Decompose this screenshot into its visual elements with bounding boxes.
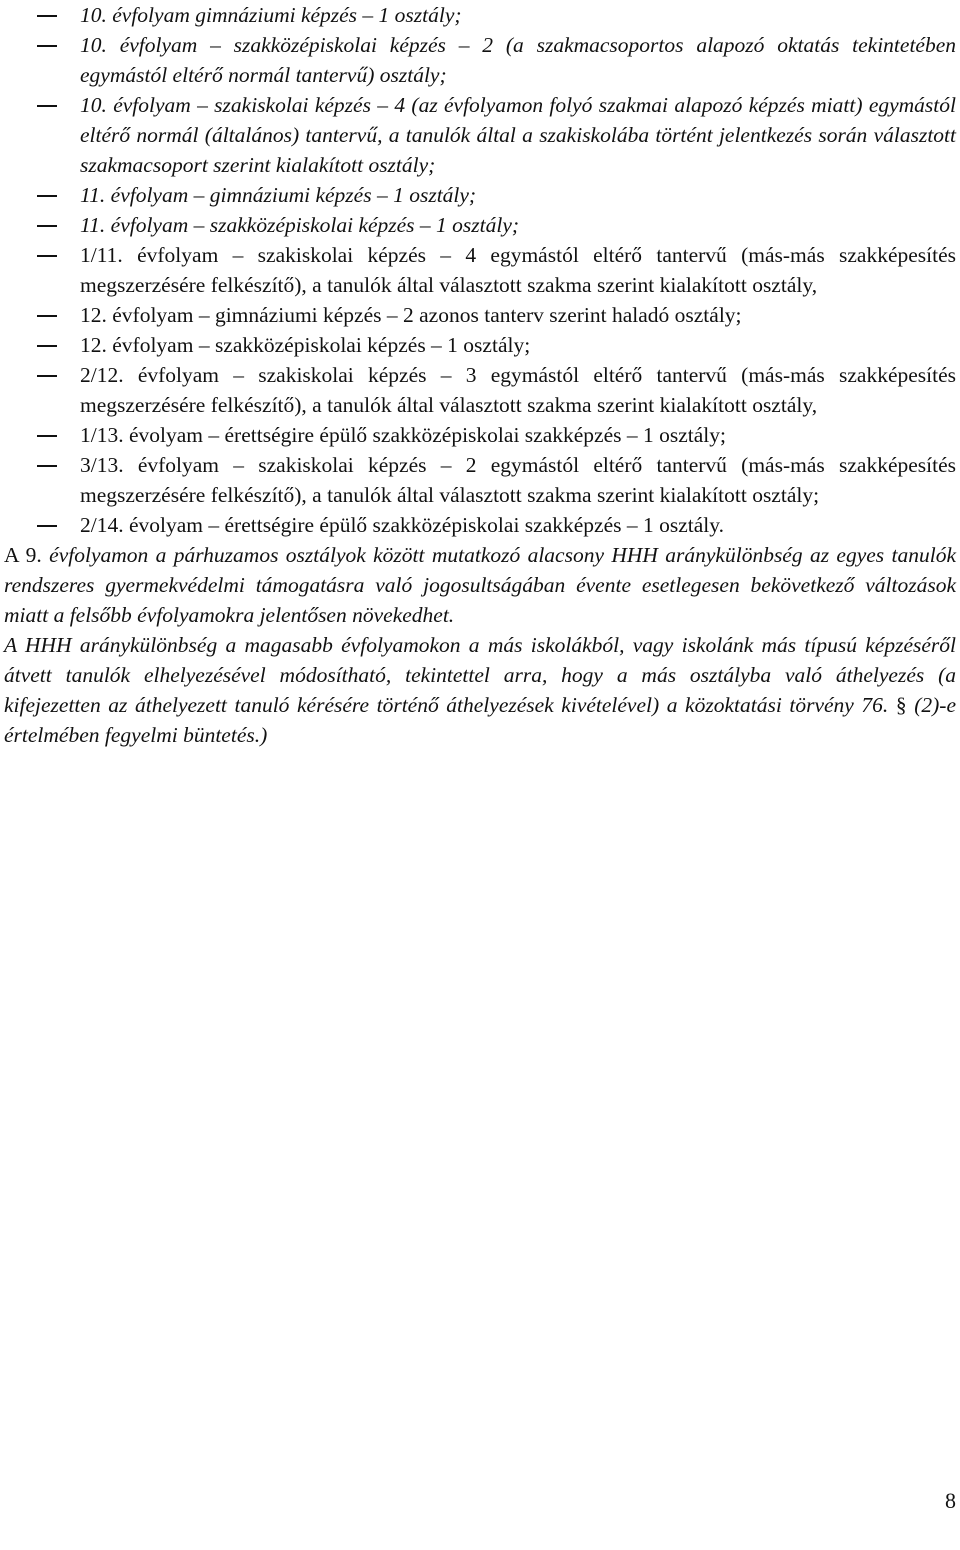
list-item xyxy=(4,300,956,330)
section-sign: § xyxy=(888,693,907,717)
dash-bullet xyxy=(37,195,57,197)
dash-bullet xyxy=(37,255,57,257)
paragraph-tail: (2)-e értelmében fegyelmi büntetés.) xyxy=(4,693,956,747)
dash-bullet xyxy=(37,375,57,377)
paragraph-text: évfolyamon a párhuzamos osztályok között mutatkozó alacsony HHH aránykülönbség az egyes tanulók rendszeres gyermekvédelmi támogatásra való jogosultságában évente esetlegesen bekövetkező változások miatt a felsőbb évfolyamokra jelentősen növekedhet. xyxy=(4,543,956,627)
list-item-text: 2/14. évolyam – érettségire épülő szakközépiskolai szakképzés – 1 osztály. xyxy=(80,513,724,537)
paragraph-hhh-adjustment xyxy=(4,630,956,750)
list-item-text: 10. évfolyam – szakközépiskolai képzés – 2 (a szakmacsoportos alapozó oktatás tekintetében egymástól eltérő normál tantervű) osztály; xyxy=(80,33,956,87)
list-item-text: 3/13. évfolyam – szakiskolai képzés – 2 egymástól eltérő tantervű (más-más szakképesítés megszerzésére felkészítő), a tanulók által választott szakma szerint kialakított osztály; xyxy=(80,453,956,507)
dash-bullet xyxy=(37,315,57,317)
dash-bullet xyxy=(37,15,57,17)
list-item xyxy=(4,180,956,210)
dash-bullet xyxy=(37,45,57,47)
paragraph-hhh-difference xyxy=(4,540,956,630)
list-item-text: 2/12. évfolyam – szakiskolai képzés – 3 egymástól eltérő tantervű (más-más szakképesítés megszerzésére felkészítő), a tanulók által választott szakma szerint kialakított osztály, xyxy=(80,363,956,417)
list-item xyxy=(4,30,956,90)
list-item xyxy=(4,240,956,300)
list-item xyxy=(4,0,956,30)
list-item xyxy=(4,420,956,450)
list-item xyxy=(4,510,956,540)
list-item xyxy=(4,450,956,510)
list-item-text: 11. évfolyam – szakközépiskolai képzés – 1 osztály; xyxy=(80,213,520,237)
list-item-text: 10. évfolyam – szakiskolai képzés – 4 (az évfolyamon folyó szakmai alapozó képzés miatt) egymástól eltérő normál (általános) tantervű, a tanulók által a szakiskolába történt jelentkezés során választott szakmacsoport szerint kialakított osztály; xyxy=(80,93,956,177)
dash-bullet xyxy=(37,465,57,467)
dash-bullet xyxy=(37,225,57,227)
dash-bullet xyxy=(37,105,57,107)
list-item xyxy=(4,90,956,180)
list-item-text: 12. évfolyam – gimnáziumi képzés – 2 azonos tanterv szerint haladó osztály; xyxy=(80,303,742,327)
paragraph-text: A HHH aránykülönbség a magasabb évfolyamokon a más iskolákból, vagy iskolánk más típusú képzéséről átvett tanulók elhelyezésével módosítható, tekintettel arra, hogy a más osztályba való áthelyezés (a kifejezetten az áthelyezett tanuló kérésére történő áthelyezések kivételével) a közoktatási törvény 76. xyxy=(4,633,956,717)
list-item-text: 1/13. évolyam – érettségire épülő szakközépiskolai szakképzés – 1 osztály; xyxy=(80,423,726,447)
dash-bullet xyxy=(37,345,57,347)
list-item xyxy=(4,210,956,240)
document-page xyxy=(4,0,956,750)
list-item-text: 10. évfolyam gimnáziumi képzés – 1 osztály; xyxy=(80,3,462,27)
list-item xyxy=(4,330,956,360)
list-item xyxy=(4,360,956,420)
dash-bullet xyxy=(37,435,57,437)
list-item-text: 11. évfolyam – gimnáziumi képzés – 1 osztály; xyxy=(80,183,477,207)
list-item-text: 1/11. évfolyam – szakiskolai képzés – 4 egymástól eltérő tantervű (más-más szakképesítés megszerzésére felkészítő), a tanulók által választott szakma szerint kialakított osztály, xyxy=(80,243,956,297)
page-number: 8 xyxy=(945,1488,956,1513)
paragraph-lead: A 9. xyxy=(4,543,42,567)
list-item-text: 12. évfolyam – szakközépiskolai képzés – 1 osztály; xyxy=(80,333,531,357)
dash-bullet xyxy=(37,525,57,527)
class-list xyxy=(4,0,956,540)
